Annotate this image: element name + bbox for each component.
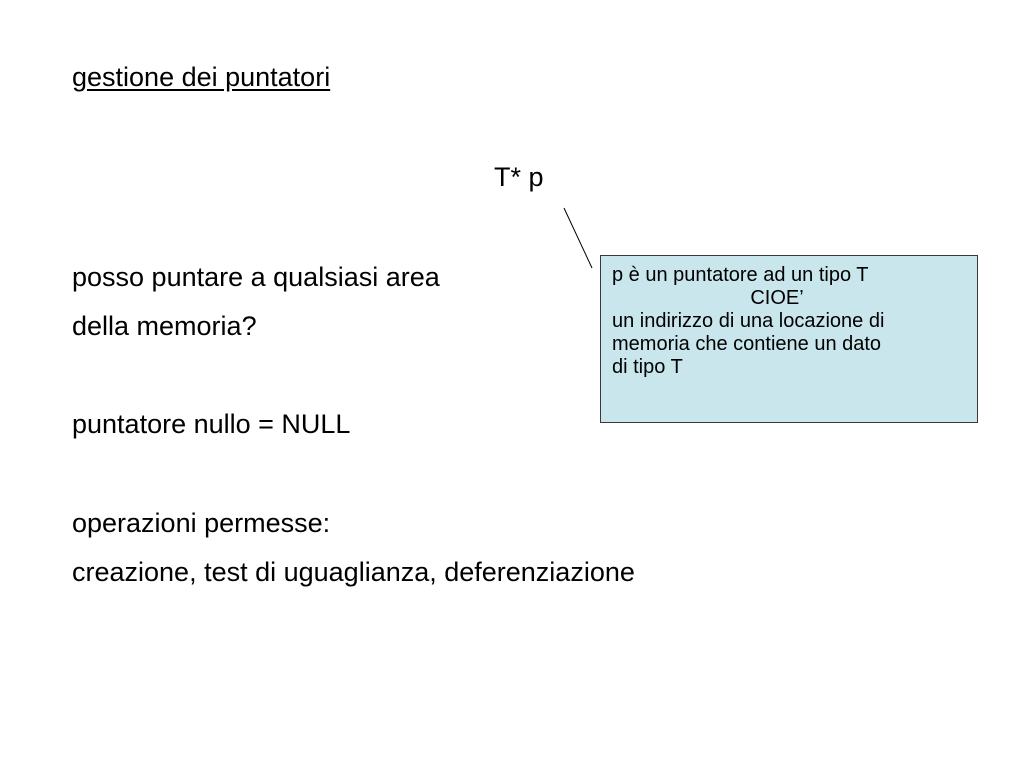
operations-heading: operazioni permesse: [72, 508, 331, 538]
callout-line-1: p è un puntatore ad un tipo T [612, 264, 869, 286]
callout-line-5: di tipo T [612, 356, 683, 378]
question-line-1: posso puntare a qualsiasi area [72, 262, 440, 292]
slide-title: gestione dei puntatori [72, 62, 331, 92]
operations-list: creazione, test di uguaglianza, deferenziazione [72, 557, 635, 587]
null-pointer-line: puntatore nullo = NULL [72, 409, 351, 439]
pointer-declaration: T* p [494, 162, 544, 192]
callout-box [600, 255, 978, 423]
callout-line-4: memoria che contiene un dato [612, 333, 882, 355]
question-line-2: della memoria? [72, 311, 257, 341]
callout-line-3: un indirizzo di una locazione di [612, 310, 885, 332]
callout-line-2: CIOE’ [750, 287, 804, 309]
